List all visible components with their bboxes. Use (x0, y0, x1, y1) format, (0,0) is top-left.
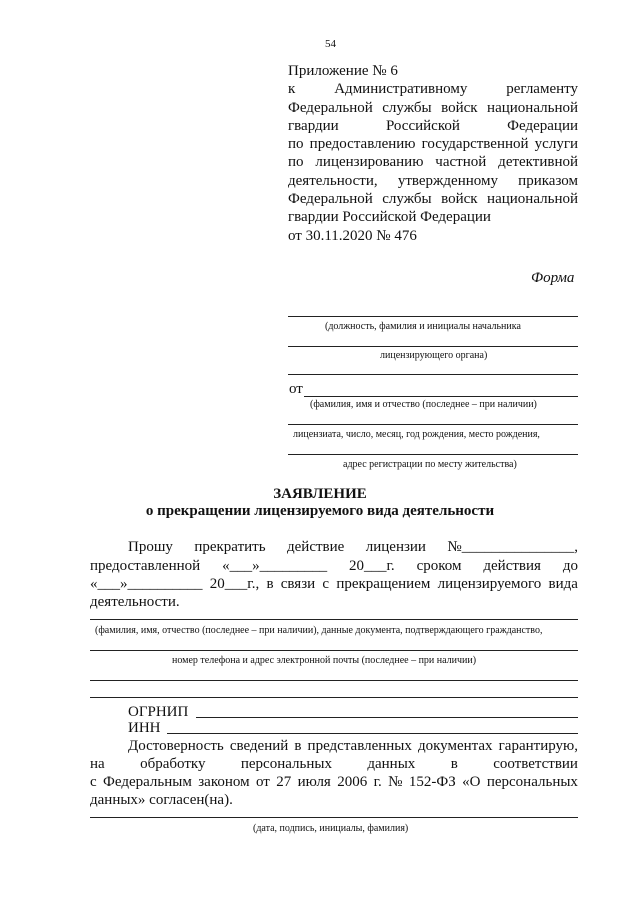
word: с (90, 774, 97, 790)
word: июля (297, 774, 331, 790)
applicant-line-3[interactable] (288, 454, 578, 455)
word: г. (373, 774, 382, 790)
ogrnip-label: ОГРНИП (128, 704, 189, 720)
word: действия (483, 558, 541, 574)
appendix-line: по предоставлению государственной услуги (288, 136, 578, 153)
applicant-name-line[interactable] (304, 396, 578, 397)
ogrnip-field[interactable] (196, 717, 578, 718)
inn-label: ИНН (128, 720, 161, 736)
appendix-block (288, 62, 578, 245)
from-label: от (289, 381, 303, 397)
addressee-caption-2: лицензирующего органа) (380, 350, 488, 361)
expiry-date-field[interactable]: «___»__________ (90, 576, 203, 592)
word: персональных (240, 756, 332, 772)
applicant-caption-2: номер телефона и адрес электронной почты (последнее – при наличии) (172, 655, 477, 666)
appendix-line: гвардии Российской Федерации (288, 117, 578, 134)
issue-year-field[interactable]: 20___г. (348, 558, 395, 574)
appendix-line: к Административному регламенту (288, 81, 578, 98)
word: 27 (276, 774, 292, 790)
request-line-4: деятельности. (90, 594, 180, 610)
word: действие (287, 539, 345, 555)
word: в (450, 756, 458, 772)
word: Федеральным (103, 774, 192, 790)
appendix-line: от 30.11.2020 № 476 (288, 227, 417, 244)
addressee-line-2[interactable] (288, 346, 578, 347)
word: сведений (229, 738, 289, 754)
addressee-line-1[interactable] (288, 316, 578, 317)
consent-line-4: данных» согласен(на). (90, 792, 233, 808)
issue-date-field[interactable]: «___»_________ (222, 558, 328, 574)
word: прекращением (336, 576, 431, 592)
word: сроком (416, 558, 462, 574)
expiry-year-field[interactable]: 20___г., (209, 576, 260, 592)
word: на (90, 756, 105, 772)
signature-caption: (дата, подпись, инициалы, фамилия) (253, 823, 409, 834)
appendix-line: по лицензированию частной детективной (288, 154, 578, 171)
license-number-field[interactable]: №_______________, (447, 539, 578, 555)
word: связи (280, 576, 316, 592)
appendix-line: Федеральной службы войск национальной (288, 99, 578, 116)
word: с (322, 576, 330, 592)
request-line-3 (90, 576, 578, 593)
word: вида (548, 576, 578, 592)
page-number: 54 (325, 38, 336, 50)
word: Прошу (128, 539, 173, 555)
appendix-line: Приложение № 6 (288, 63, 398, 79)
consent-line-3 (90, 774, 578, 791)
request-line-1 (128, 539, 578, 556)
word: гарантирую, (498, 738, 578, 754)
word: предоставленной (90, 558, 201, 574)
word: 2006 (337, 774, 368, 790)
request-line-2 (90, 558, 578, 575)
word: 152-ФЗ (408, 774, 456, 790)
word: обработку (140, 756, 206, 772)
word: в (294, 738, 302, 754)
document-subtitle: о прекращении лицензируемого вида деятельности (145, 503, 495, 519)
applicant-details-line-4[interactable] (90, 697, 578, 698)
word: персональных (486, 774, 578, 790)
appendix-line: Федеральной службы войск национальной (288, 191, 578, 208)
inn-field[interactable] (167, 733, 578, 734)
word: в (266, 576, 274, 592)
addressee-caption-4: лицензиата, число, месяц, год рождения, место рождения, (293, 429, 540, 440)
consent-line-1 (128, 738, 578, 755)
signature-line[interactable] (90, 817, 578, 818)
word: законом (198, 774, 250, 790)
applicant-details-line-3[interactable] (90, 680, 578, 681)
applicant-caption-1: (фамилия, имя, отчество (последнее – при наличии), данные документа, подтверждающего гражданство, (95, 625, 543, 636)
word: до (562, 558, 578, 574)
word: Достоверность (128, 738, 224, 754)
word: № (388, 774, 403, 790)
word: представленных (307, 738, 412, 754)
appendix-line: гвардии Российской Федерации (288, 209, 491, 226)
word: документах (417, 738, 493, 754)
appendix-line: деятельности, утвержденному приказом (288, 172, 578, 189)
form-label: Форма (531, 270, 575, 286)
document-title: ЗАЯВЛЕНИЕ (273, 486, 367, 502)
word: прекратить (194, 539, 266, 555)
word: от (255, 774, 270, 790)
word: лицензии (365, 539, 426, 555)
addressee-line-3[interactable] (288, 374, 578, 375)
word: данных (367, 756, 416, 772)
addressee-caption-5: адрес регистрации по месту жительства) (343, 459, 517, 470)
addressee-caption-3: (фамилия, имя и отчество (последнее – при наличии) (310, 399, 537, 410)
word: соответствии (493, 756, 578, 772)
word: лицензируемого (437, 576, 542, 592)
applicant-details-line-1[interactable] (90, 619, 578, 620)
applicant-details-line-2[interactable] (90, 650, 578, 651)
consent-line-2 (90, 756, 578, 773)
word: «О (462, 774, 481, 790)
addressee-caption-1: (должность, фамилия и инициалы начальника (325, 321, 521, 332)
applicant-line-2[interactable] (288, 424, 578, 425)
